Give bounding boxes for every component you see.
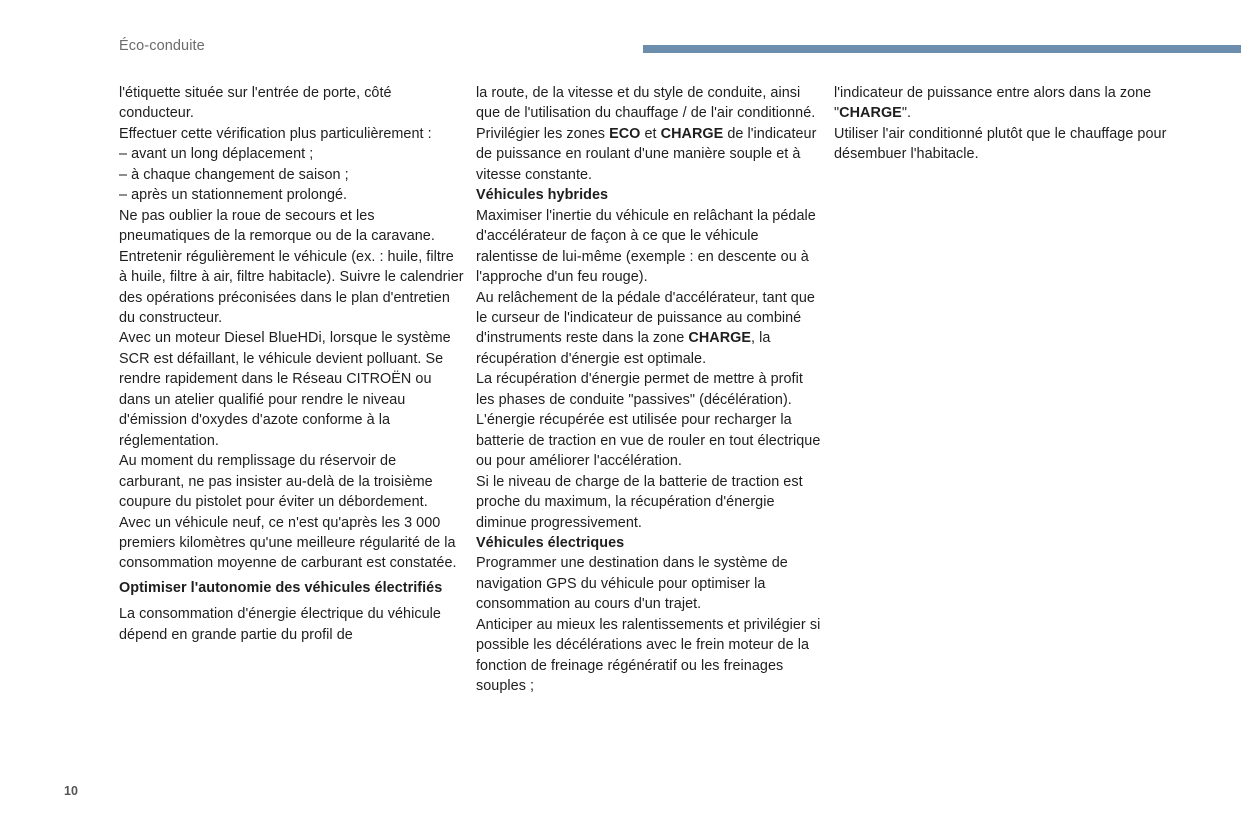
paragraph: Anticiper au mieux les ralentissements et privilégier si possible les décélérations avec le frein moteur de la fonction de freinage régénératif ou les freinages souples ; — [476, 616, 821, 695]
text-column-1 — [119, 83, 464, 645]
text-run: et — [640, 125, 661, 142]
section-heading: Optimiser l'autonomie des véhicules électrifiés — [119, 579, 443, 596]
text-run: l'indicateur de puissance entre alors dans la zone " — [834, 85, 1152, 122]
text-run: Au relâchement de la pédale d'accélérateur, tant que le curseur de l'indicateur de puissance au combiné d'instruments reste dans la zone — [476, 289, 815, 347]
bullet-item: – après un stationnement prolongé. — [119, 187, 348, 204]
paragraph: la route, de la vitesse et du style de conduite, ainsi que de l'utilisation du chauffage / de l'air conditionné. — [476, 85, 816, 122]
text-column-3 — [834, 83, 1179, 165]
paragraph — [476, 288, 821, 370]
text-run: ". — [901, 105, 912, 122]
paragraph: l'étiquette située sur l'entrée de porte, côté conducteur. — [119, 85, 392, 122]
text-run: de l'indicateur de puissance en roulant d'une manière souple et à vitesse constante. — [476, 125, 817, 183]
paragraph: Au moment du remplissage du réservoir de carburant, ne pas insister au-delà de la troisième coupure du pistolet pour éviter un débordement. — [119, 453, 433, 511]
paragraph: Utiliser l'air conditionné plutôt que le chauffage pour désembuer l'habitacle. — [834, 125, 1167, 163]
paragraph: La récupération d'énergie permet de mettre à profit les phases de conduite "passives" (décélération). — [476, 371, 803, 408]
paragraph: Entretenir régulièrement le véhicule (ex. : huile, filtre à huile, filtre à air, filtre habitacle). Suivre le calendrier des opérations préconisées dans le plan d'entretien du constructeur. — [119, 248, 464, 326]
text-column-2 — [476, 83, 821, 697]
subheading-hybrid: Véhicules hybrides — [476, 187, 609, 204]
paragraph: L'énergie récupérée est utilisée pour recharger la batterie de traction en vue de rouler en tout électrique ou pour améliorer l'accélération. — [476, 412, 821, 470]
paragraph — [476, 124, 821, 185]
eco-zone-label: ECO — [609, 125, 641, 142]
section-title: Éco-conduite — [119, 38, 205, 54]
header-accent-bar — [643, 45, 1241, 53]
paragraph: Avec un moteur Diesel BlueHDi, lorsque le système SCR est défaillant, le véhicule devient polluant. Se rendre rapidement dans le Réseau CITROËN ou dans un atelier qualifié pour rendre le niveau d'émission d'oxydes d'azote conforme à la réglementation. — [119, 330, 451, 449]
paragraph: Si le niveau de charge de la batterie de traction est proche du maximum, la récupération d'énergie diminue progressivement. — [476, 473, 803, 531]
charge-zone-label: CHARGE — [688, 330, 752, 347]
charge-zone-label: CHARGE — [660, 125, 724, 142]
paragraph: Avec un véhicule neuf, ce n'est qu'après les 3 000 premiers kilomètres qu'une meilleure régularité de la consommation moyenne de carburant est constatée. — [119, 514, 457, 572]
paragraph: Effectuer cette vérification plus particulièrement : — [119, 125, 432, 142]
bullet-item: – avant un long déplacement ; — [119, 146, 314, 163]
paragraph — [834, 83, 1179, 124]
text-run: Privilégier les zones — [476, 125, 610, 142]
paragraph: Programmer une destination dans le système de navigation GPS du véhicule pour optimiser la consommation au cours d'un trajet. — [476, 555, 788, 613]
subheading-electric: Véhicules électriques — [476, 534, 625, 551]
paragraph: Maximiser l'inertie du véhicule en relâchant la pédale d'accélérateur de façon à ce que le véhicule ralentisse de lui-même (exemple : en descente ou à l'approche d'un feu rouge). — [476, 207, 816, 286]
charge-zone-label: CHARGE — [839, 105, 902, 122]
text-run: , la récupération d'énergie est optimale. — [476, 330, 771, 367]
page-number: 10 — [64, 784, 78, 798]
paragraph: La consommation d'énergie électrique du véhicule dépend en grande partie du profil de — [119, 606, 441, 643]
paragraph: Ne pas oublier la roue de secours et les pneumatiques de la remorque ou de la caravane. — [119, 207, 435, 245]
bullet-item: – à chaque changement de saison ; — [119, 166, 349, 183]
